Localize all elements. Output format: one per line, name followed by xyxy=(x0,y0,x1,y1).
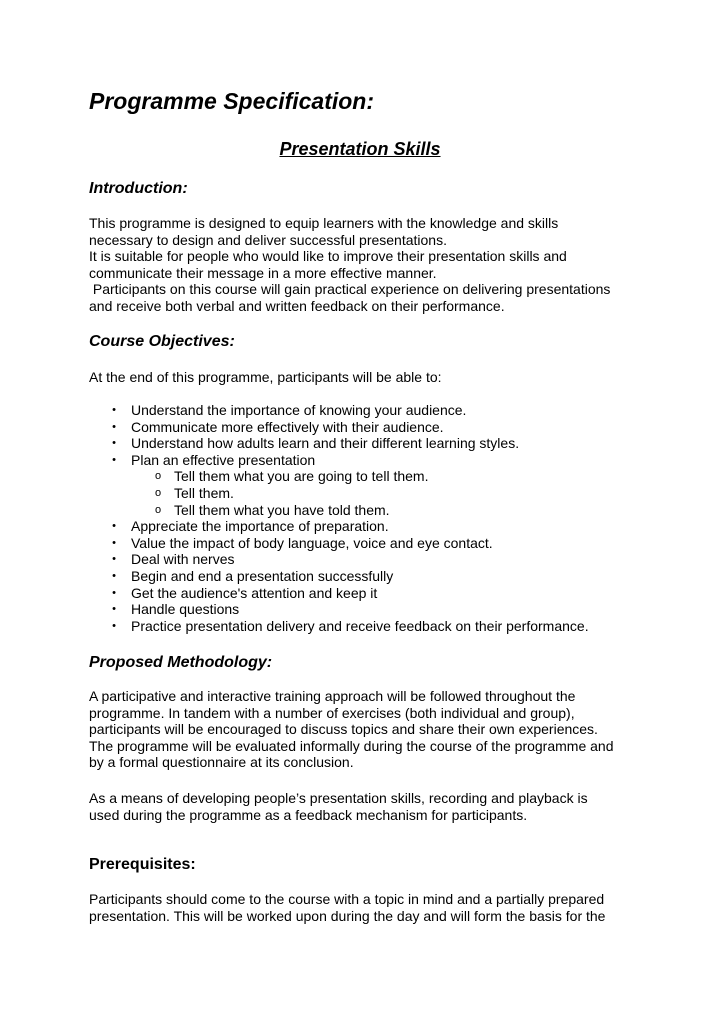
bullet-text: Understand the importance of knowing your audience. xyxy=(131,402,467,418)
prerequisites-heading: Prerequisites: xyxy=(89,856,196,873)
bullet-item xyxy=(89,601,649,618)
text-line: by a formal questionnaire at its conclusion. xyxy=(89,754,354,770)
bullet-icon: • xyxy=(112,453,116,466)
bullet-item xyxy=(89,402,649,419)
bullet-icon: • xyxy=(112,569,116,582)
methodology-paragraph-1 xyxy=(89,688,649,771)
bullet-item xyxy=(89,419,649,436)
sub-bullet-item xyxy=(89,468,649,485)
objectives-heading: Course Objectives: xyxy=(89,333,235,350)
text-line: At the end of this programme, participants will be able to: xyxy=(89,369,442,385)
methodology-heading: Proposed Methodology: xyxy=(89,654,273,671)
text-line: participants will be encouraged to discuss topics and share their own experiences. xyxy=(89,721,598,737)
bullet-icon: • xyxy=(112,586,116,599)
document-subtitle: Presentation Skills xyxy=(279,139,441,159)
bullet-text: Plan an effective presentation xyxy=(131,451,316,468)
text-line: This programme is designed to equip learners with the knowledge and skills xyxy=(89,215,559,231)
prerequisites-text xyxy=(89,891,649,924)
bullet-text: Tell them what you have told them. xyxy=(174,501,390,518)
bullet-icon: • xyxy=(112,603,116,616)
bullet-text: Handle questions xyxy=(131,601,240,618)
bullet-icon: • xyxy=(112,520,116,533)
text-line: necessary to design and deliver successful presentations. xyxy=(89,231,447,248)
bullet-icon: • xyxy=(112,553,116,566)
circle-bullet-icon: o xyxy=(154,503,162,516)
text-line: and receive both verbal and written feedback on their performance. xyxy=(89,297,505,314)
sub-bullet-item xyxy=(89,485,649,502)
bullet-text: Tell them what you are going to tell them. xyxy=(174,468,429,485)
bullet-icon: • xyxy=(112,420,116,433)
methodology-paragraph-2 xyxy=(89,790,649,823)
objectives-list xyxy=(89,402,649,634)
text-line: A participative and interactive training approach will be followed throughout the xyxy=(89,688,576,704)
bullet-text: Tell them. xyxy=(174,484,234,501)
bullet-item xyxy=(89,518,649,535)
circle-bullet-icon: o xyxy=(154,470,162,483)
bullet-item xyxy=(89,568,649,585)
bullet-text: Get the audience's attention and keep it xyxy=(131,584,378,601)
bullet-text: Deal with nerves xyxy=(131,551,235,568)
text-line: communicate their message in a more effective manner. xyxy=(89,264,437,281)
bullet-icon: • xyxy=(112,536,116,549)
introduction-heading: Introduction: xyxy=(89,180,188,197)
bullet-item xyxy=(89,618,649,635)
sub-bullet-item xyxy=(89,502,649,519)
introduction-text xyxy=(89,215,649,314)
bullet-icon: • xyxy=(112,619,116,632)
bullet-item xyxy=(89,535,649,552)
bullet-text: Practice presentation delivery and receive feedback on their performance. xyxy=(131,617,589,634)
bullet-icon: • xyxy=(112,437,116,450)
text-line: The programme will be evaluated informally during the course of the programme and xyxy=(89,737,614,754)
bullet-icon: • xyxy=(112,404,116,416)
bullet-item xyxy=(89,452,649,469)
text-line: It is suitable for people who would like to improve their presentation skills and xyxy=(89,248,567,264)
circle-bullet-icon: o xyxy=(154,486,162,499)
bullet-text: Understand how adults learn and their different learning styles. xyxy=(131,435,520,452)
bullet-text: Value the impact of body language, voice and eye contact. xyxy=(131,534,493,551)
bullet-item xyxy=(89,435,649,452)
bullet-text: Begin and end a presentation successfully xyxy=(131,567,394,584)
text-line: used during the programme as a feedback mechanism for participants. xyxy=(89,806,528,823)
text-line: Participants on this course will gain practical experience on delivering presentations xyxy=(89,281,611,297)
bullet-text: Appreciate the importance of preparation. xyxy=(131,518,389,535)
objectives-intro xyxy=(89,369,649,386)
text-line: Participants should come to the course with a topic in mind and a partially prepared xyxy=(89,891,605,907)
bullet-item xyxy=(89,585,649,602)
bullet-text: Communicate more effectively with their audience. xyxy=(131,418,444,435)
text-line: As a means of developing people’s presentation skills, recording and playback is xyxy=(89,790,588,806)
bullet-item xyxy=(89,551,649,568)
text-line: programme. In tandem with a number of exercises (both individual and group), xyxy=(89,704,575,721)
text-line: presentation. This will be worked upon during the day and will form the basis for the xyxy=(89,907,606,924)
document-title: Programme Specification: xyxy=(89,88,375,114)
